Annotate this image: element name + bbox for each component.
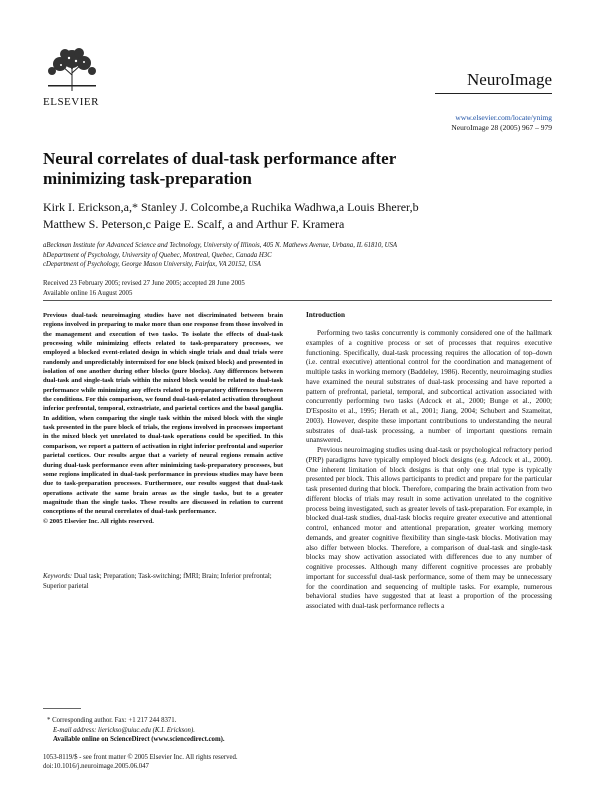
title-line-2: minimizing task-preparation (43, 169, 252, 188)
section-rule (43, 300, 552, 301)
received-dates: Received 23 February 2005; revised 27 June 2005; accepted 28 June 2005 (43, 280, 245, 287)
doi-line[interactable]: doi:10.1016/j.neuroimage.2005.06.047 (43, 763, 149, 770)
keywords (43, 572, 283, 591)
header-rule (435, 93, 552, 94)
footnotes (43, 708, 293, 772)
introduction-body (306, 329, 552, 612)
keywords-label: Keywords: (43, 573, 73, 580)
email-note[interactable]: E-mail address: lierickso@uiuc.edu (K.I. Erickson). (53, 726, 195, 734)
intro-paragraph-2: Previous neuroimaging studies using dual-task or psychological refractory period (PRP) paradigms have typically employed block designs (e.g. Adcock et al., 2000). One inherent limitation of block designs is that only one trial type is typically presented per block. This allows participants to predict and prepare for the particular task presented during that block. Therefore, comparing the brain activation from two different blocks of trials may result in some activation unrelated to the cognitive process being investigated, such as greater levels of task-preparation. For example, in blocked dual-task studies, dual-task blocks require greater executive and attentional control, enhanced motor and attentional preparation, greater working memory demands, and greater cognitive flexibility than single-task blocks. Motivation may also differ between blocks. Therefore, a comparison of dual-task and single-task blocks may show activation associated with differences due to any number of cognitive processes. Although many different cognitive processes are probably important for successful dual-task performance, some of them may be unnecessary for the coordination and sequencing of multiple tasks. For example, numerous behavioral studies have suggested that at least a proportion of the processing associated with dual-task performance reflects a (306, 446, 552, 610)
authors-line-2: Matthew S. Peterson,c Paige E. Scalf, a and Arthur F. Kramera (43, 216, 345, 231)
affiliation-a: aBeckman Institute for Advanced Science and Technology, University of Illinois, 405 N. Mathews Avenue, Urbana, IL 61810, USA (43, 242, 398, 249)
title-line-1: Neural correlates of dual-task performance after (43, 149, 397, 168)
affiliations (43, 241, 503, 270)
affiliation-b: bDepartment of Psychology, University of Quebec, Montreal, Quebec, Canada H3C (43, 251, 272, 259)
author-list (43, 199, 503, 232)
introduction-heading: Introduction (306, 311, 346, 319)
affiliation-c: cDepartment of Psychology, George Mason University, Fairfax, VA 20152, USA (43, 261, 261, 268)
corresponding-note: * Corresponding author. Fax: +1 217 244 8371. (47, 717, 177, 724)
article-title (43, 149, 463, 189)
abstract-text: Previous dual-task neuroimaging studies have not discriminated between brain regions involved in preparing to make more than one response from those involved in the management and execution of two tasks. To isolate the effects of dual-task processing while minimizing effects related to task-preparatory processes, we employed a blocked event-related design in which single trials and dual trials were randomly and unpredictably intermixed for one block (mixed block) and presented in isolation of one another during other blocks (pure blocks). Any differences between dual-task and single-task trials within the mixed block would be related to dual-task performance while minimizing any effects related to preparatory differences between the conditions. For this comparison, we found dual-task-related activation throughout inferior prefrontal, temporal, extrastriate, and parietal cortices and the basal ganglia. In addition, when comparing the single task within the mixed block with the single task presented in the pure block of trials, the regions involved in processes important in the mixed block yet unrelated to dual-task operations could be specified. In this comparison, we report a pattern of activation in right inferior prefrontal and superior parietal cortices. Our results argue that a variety of neural regions remain active during dual-task performance even after minimizing task-preparatory processes, but some regions implicated in dual-task performance in previous studies may have been due to task-preparation processes. Furthermore, our results suggest that dual-task operations activate the same brain areas as the single tasks, but to a greater magnitude than the single tasks. These results are discussed in relation to current conceptions of the neural correlates of dual-task performance. (43, 312, 283, 516)
article-history (43, 279, 343, 298)
sciencedirect-note[interactable]: Available online on ScienceDirect (www.sciencedirect.com). (53, 736, 225, 743)
publisher-name: ELSEVIER (43, 96, 99, 108)
journal-url[interactable]: www.elsevier.com/locate/ynimg (455, 113, 552, 122)
keywords-list: Dual task; Preparation; Task-switching; fMRI; Brain; Inferior prefrontal; Superior parietal (43, 573, 272, 590)
online-date: Available online 16 August 2005 (43, 289, 133, 297)
authors-line-1: Kirk I. Erickson,a,* Stanley J. Colcombe,a Ruchika Wadhwa,a Louis Bherer,b (43, 200, 419, 214)
journal-name: NeuroImage (467, 70, 552, 89)
issn-line: 1053-8119/$ - see front matter © 2005 Elsevier Inc. All rights reserved. (43, 753, 238, 761)
elsevier-tree-logo (43, 45, 101, 93)
journal-citation: NeuroImage 28 (2005) 967 – 979 (451, 123, 552, 132)
intro-paragraph-1: Performing two tasks concurrently is commonly considered one of the hallmark examples of a cognitive process or set of processes that requires executive functioning. Specifically, dual-task processing requires the allocation of top–down (i.e. central executive) attentional control for the coordination and management of multiple tasks in working memory (Baddeley, 1986). Recently, neuroimaging studies have examined the neural substrates of dual-task processing and have reported a pattern of prefrontal, parietal, temporal, and subcortical activation associated with concurrently performing two tasks (Adcock et al., 2000; Bunge et al., 2000; D'Esposito et al., 1995; Herath et al., 2001; Jiang, 2004; Schubert and Szameitat, 2003). However, despite these important contributions to understanding the neural substrates of dual-task processing, a number of important questions remain unanswered. (306, 329, 552, 445)
footnote-divider (43, 708, 81, 709)
abstract (43, 311, 283, 526)
copyright: © 2005 Elsevier Inc. All rights reserved. (43, 517, 154, 525)
